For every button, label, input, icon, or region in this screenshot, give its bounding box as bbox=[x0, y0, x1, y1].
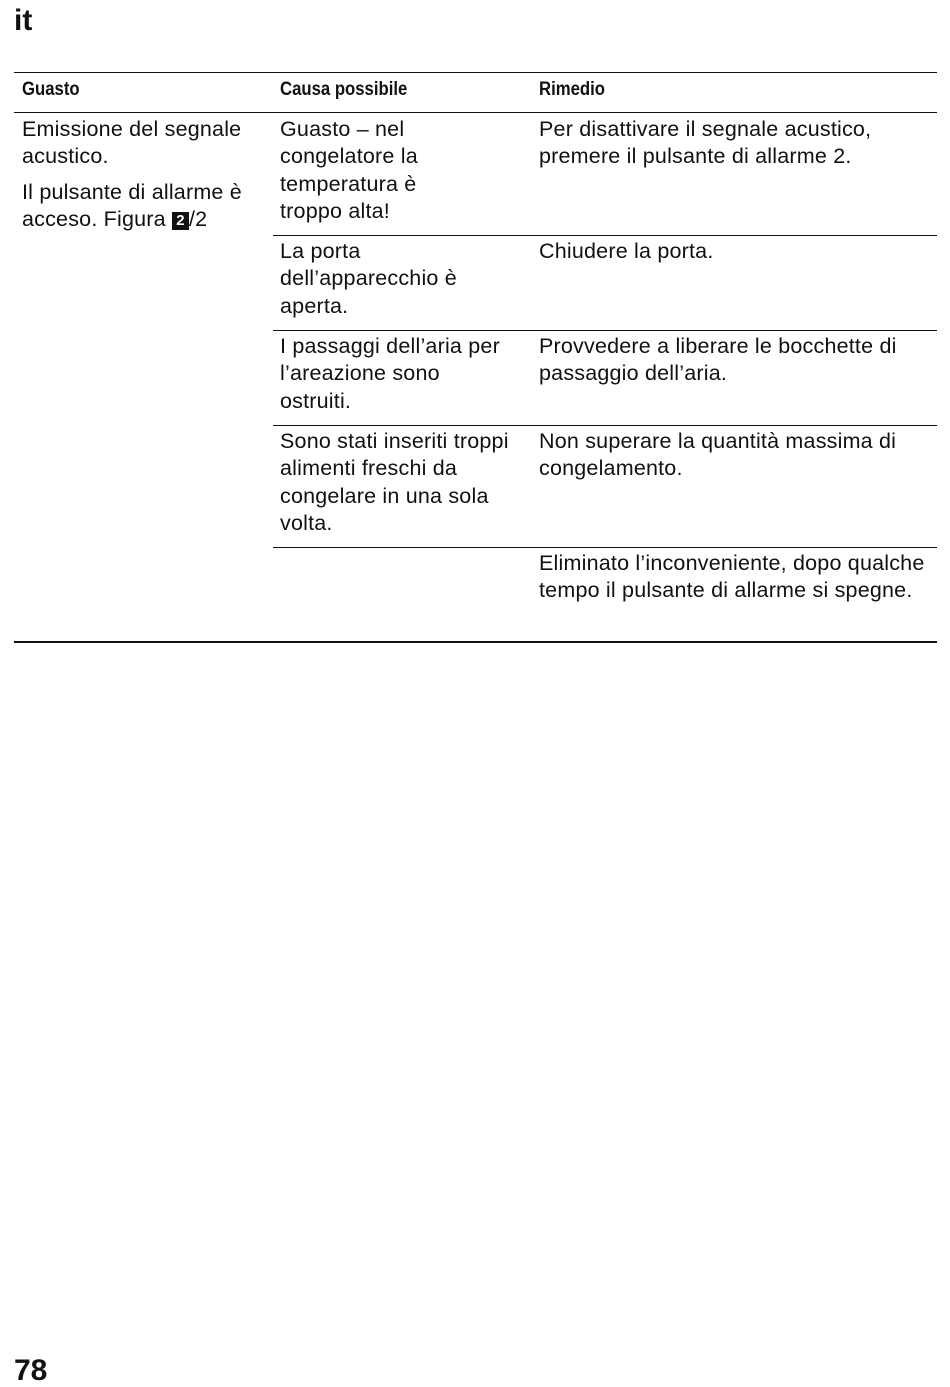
header-remedy: Rimedio bbox=[539, 79, 605, 100]
fault-indicator-text: Il pulsante di allarme è acceso. Figura bbox=[22, 179, 242, 231]
header-cause: Causa possibile bbox=[280, 79, 408, 100]
figure-reference-badge: 2 bbox=[172, 212, 189, 230]
remedy-cell: Chiudere la porta. bbox=[539, 239, 714, 263]
remedy-cell: Provvedere a liberare le bocchette di passaggio dell’aria. bbox=[539, 334, 897, 386]
row-separator bbox=[273, 547, 937, 548]
cause-cell: La porta dell’apparecchio è aperta. bbox=[280, 239, 457, 318]
remedy-cell: Eliminato l’inconveniente, dopo qualche tempo il pulsante di allarme si spegne. bbox=[539, 551, 925, 603]
row-separator bbox=[273, 425, 937, 426]
cause-cell: Sono stati inseriti troppi alimenti freschi da congelare in una sola volta. bbox=[280, 429, 509, 535]
row-separator bbox=[273, 330, 937, 331]
remedy-cell: Non superare la quantità massima di congelamento. bbox=[539, 429, 897, 481]
page-number: 78 bbox=[14, 1354, 48, 1387]
table-bottom-rule bbox=[14, 641, 937, 643]
remedy-cell: Per disattivare il segnale acustico, premere il pulsante di allarme 2. bbox=[539, 117, 872, 169]
cause-cell: Guasto – nel congelatore la temperatura è troppo alta! bbox=[280, 117, 418, 223]
header-fault: Guasto bbox=[22, 79, 80, 100]
figure-reference-suffix: /2 bbox=[188, 206, 208, 231]
fault-indicator bbox=[22, 179, 270, 234]
fault-description: Emissione del segnale acustico. bbox=[22, 117, 242, 169]
language-code: it bbox=[14, 4, 33, 37]
row-separator bbox=[273, 235, 937, 236]
table-top-rule bbox=[14, 72, 937, 73]
cause-cell: I passaggi dell’aria per l’areazione sono ostruiti. bbox=[280, 334, 500, 413]
table-header-rule bbox=[14, 112, 937, 113]
fault-cell bbox=[22, 116, 270, 233]
